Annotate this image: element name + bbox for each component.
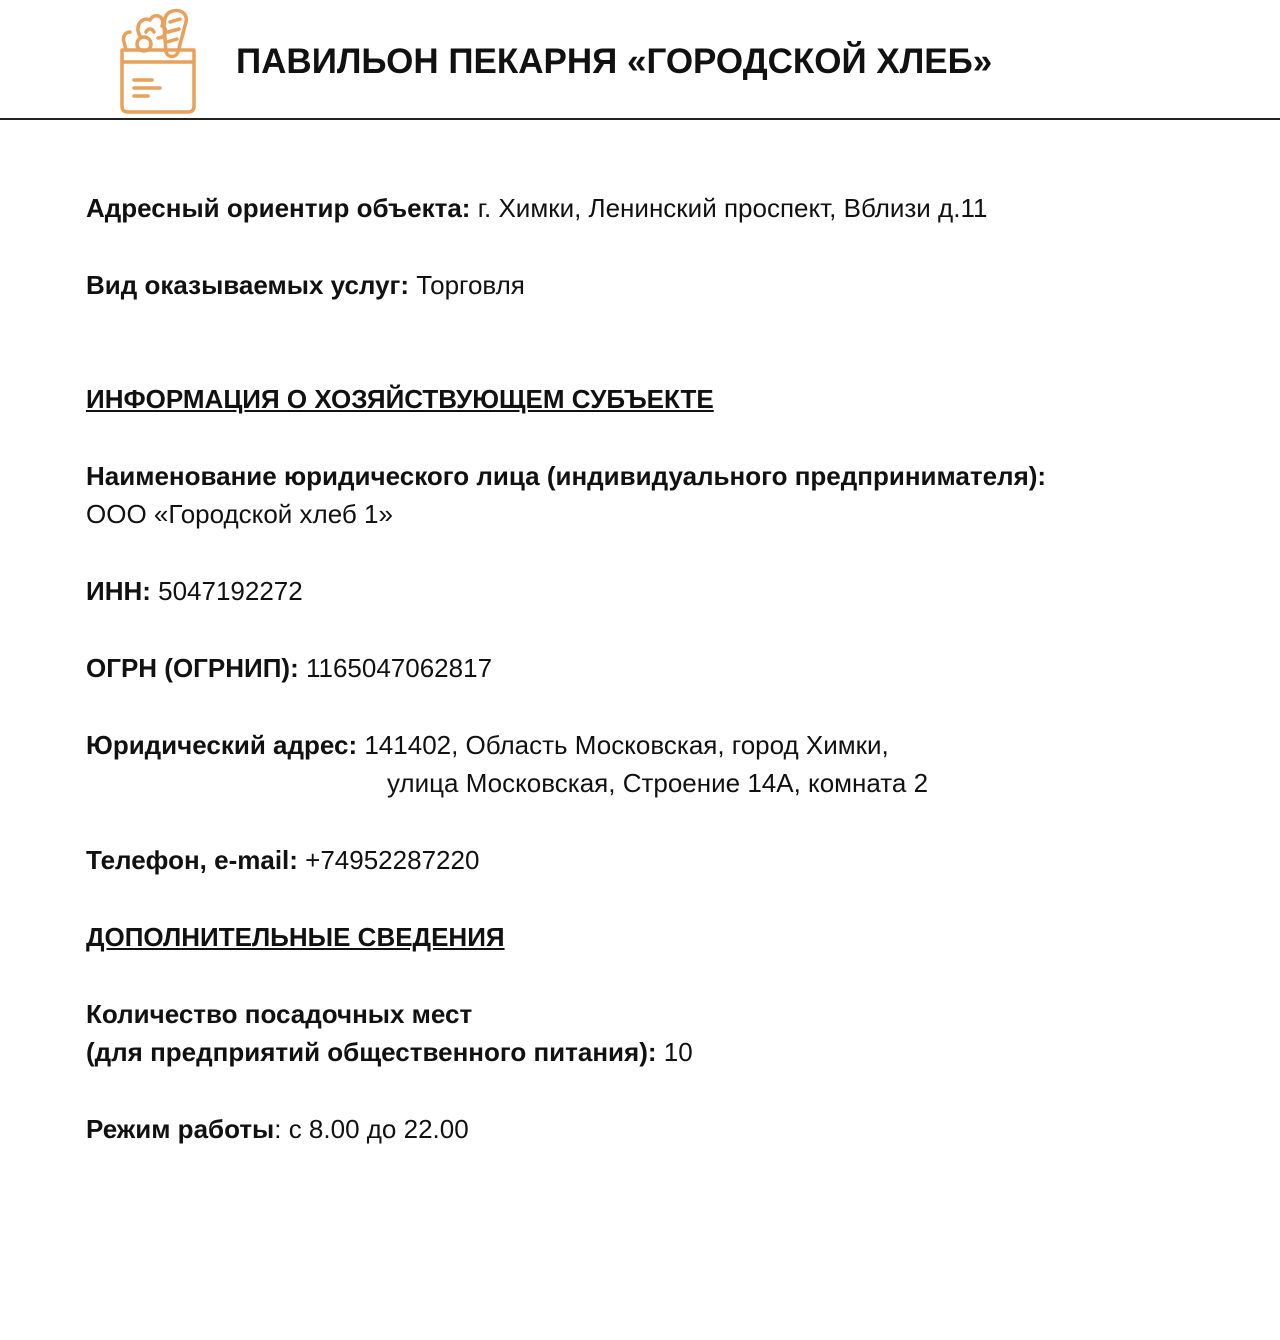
services-label: Вид оказываемых услуг: [86,270,410,300]
legal-address-label: Юридический адрес: [86,730,358,760]
seats-value-row [86,1033,693,1071]
contacts-row [86,841,479,879]
contacts-value: +74952287220 [297,845,480,875]
section-entity-title: ИНФОРМАЦИЯ О ХОЗЯЙСТВУЮЩЕМ СУБЪЕКТЕ [86,384,714,414]
legal-address-line1: 141402, Область Московская, город Химки, [357,730,889,760]
bread-bag-icon [112,6,204,114]
ogrn-label: ОГРН (ОГРНИП): [86,653,299,683]
address-value: г. Химки, Ленинский проспект, Вблизи д.11 [470,193,988,223]
address-row [86,189,987,227]
seats-label-line1: Количество посадочных мест [86,999,473,1029]
services-row [86,266,525,304]
address-label: Адресный ориентир объекта: [86,193,471,223]
inn-row [86,572,303,610]
seats-value: 10 [656,1037,693,1067]
services-value: Торговля [409,270,525,300]
ogrn-row [86,649,492,687]
contacts-label: Телефон, e-mail: [86,845,298,875]
page-title: ПАВИЛЬОН ПЕКАРНЯ «ГОРОДСКОЙ ХЛЕБ» [236,42,993,81]
entity-name-value: ООО «Городской хлеб 1» [86,499,393,529]
section-extra-title: ДОПОЛНИТЕЛЬНЫЕ СВЕДЕНИЯ [86,922,505,952]
ogrn-value: 1165047062817 [298,653,493,683]
entity-name-label-row [86,457,1046,495]
legal-address-row [86,726,889,764]
entity-name-value-row [86,495,393,533]
hours-value: : с 8.00 до 22.00 [274,1114,469,1144]
entity-name-label: Наименование юридического лица (индивидуального предпринимателя): [86,461,1047,491]
hours-label: Режим работы [86,1114,275,1144]
header [0,0,1280,120]
seats-label-line2: (для предприятий общественного питания): [86,1037,657,1067]
legal-address-line2: улица Московская, Строение 14А, комната 2 [387,768,929,798]
seats-label-row [86,995,472,1033]
hours-row [86,1110,469,1148]
inn-value: 5047192272 [150,576,303,606]
inn-label: ИНН: [86,576,151,606]
